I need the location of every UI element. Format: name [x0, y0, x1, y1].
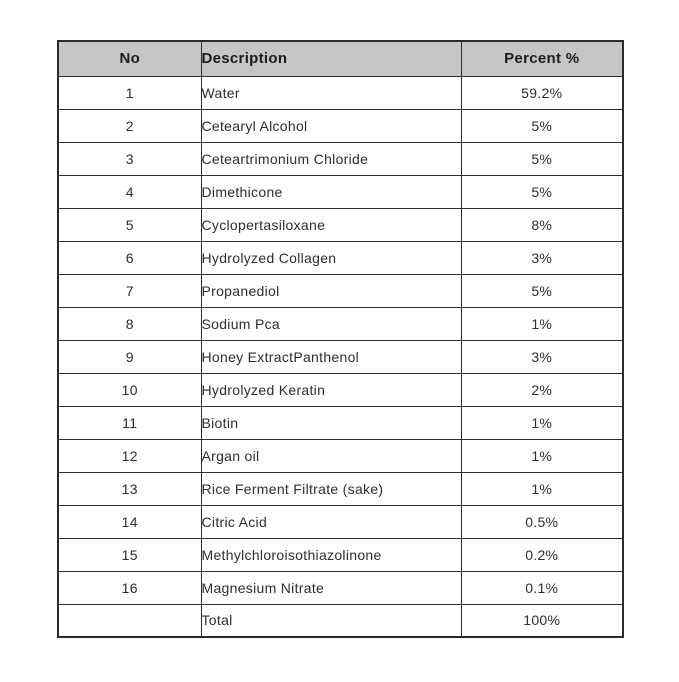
cell-description: Magnesium Nitrate — [201, 571, 461, 604]
cell-percent: 5% — [461, 109, 623, 142]
cell-percent: 1% — [461, 439, 623, 472]
cell-percent: 5% — [461, 175, 623, 208]
table-row — [58, 142, 623, 175]
cell-description: Rice Ferment Filtrate (sake) — [201, 472, 461, 505]
cell-description: Cyclopertasiloxane — [201, 208, 461, 241]
cell-percent: 1% — [461, 472, 623, 505]
cell-no: 5 — [58, 208, 201, 241]
cell-description: Total — [201, 604, 461, 637]
table-row — [58, 175, 623, 208]
cell-percent: 0.5% — [461, 505, 623, 538]
cell-description: Argan oil — [201, 439, 461, 472]
cell-description: Biotin — [201, 406, 461, 439]
cell-percent: 0.1% — [461, 571, 623, 604]
table-row — [58, 241, 623, 274]
cell-percent: 1% — [461, 406, 623, 439]
ingredients-table — [57, 40, 624, 638]
cell-description: Water — [201, 76, 461, 109]
cell-description: Sodium Pca — [201, 307, 461, 340]
cell-no: 1 — [58, 76, 201, 109]
cell-no: 8 — [58, 307, 201, 340]
cell-description: Propanediol — [201, 274, 461, 307]
cell-percent: 2% — [461, 373, 623, 406]
table-row — [58, 571, 623, 604]
table-header — [58, 41, 623, 76]
header-row — [58, 41, 623, 76]
cell-no — [58, 604, 201, 637]
table-row — [58, 109, 623, 142]
cell-percent: 3% — [461, 241, 623, 274]
cell-percent: 100% — [461, 604, 623, 637]
table-row — [58, 505, 623, 538]
cell-no: 2 — [58, 109, 201, 142]
cell-description: Ceteartrimonium Chloride — [201, 142, 461, 175]
cell-no: 16 — [58, 571, 201, 604]
cell-no: 4 — [58, 175, 201, 208]
cell-percent: 59.2% — [461, 76, 623, 109]
cell-description: Honey ExtractPanthenol — [201, 340, 461, 373]
table-row — [58, 439, 623, 472]
table-body — [58, 76, 623, 637]
cell-description: Dimethicone — [201, 175, 461, 208]
cell-no: 7 — [58, 274, 201, 307]
cell-percent: 1% — [461, 307, 623, 340]
table-row — [58, 472, 623, 505]
cell-percent: 8% — [461, 208, 623, 241]
cell-percent: 5% — [461, 142, 623, 175]
table-row — [58, 208, 623, 241]
cell-no: 3 — [58, 142, 201, 175]
cell-description: Hydrolyzed Keratin — [201, 373, 461, 406]
table-row — [58, 340, 623, 373]
table-row — [58, 538, 623, 571]
cell-no: 10 — [58, 373, 201, 406]
cell-percent: 0.2% — [461, 538, 623, 571]
table-row — [58, 274, 623, 307]
total-row — [58, 604, 623, 637]
table-row — [58, 373, 623, 406]
cell-no: 14 — [58, 505, 201, 538]
table-row — [58, 307, 623, 340]
cell-no: 11 — [58, 406, 201, 439]
header-percent: Percent % — [461, 41, 623, 76]
cell-description: Cetearyl Alcohol — [201, 109, 461, 142]
cell-no: 15 — [58, 538, 201, 571]
cell-percent: 5% — [461, 274, 623, 307]
cell-description: Hydrolyzed Collagen — [201, 241, 461, 274]
cell-no: 6 — [58, 241, 201, 274]
cell-no: 12 — [58, 439, 201, 472]
cell-percent: 3% — [461, 340, 623, 373]
cell-description: Methylchloroisothiazolinone — [201, 538, 461, 571]
table-row — [58, 76, 623, 109]
header-no: No — [58, 41, 201, 76]
header-description: Description — [201, 41, 461, 76]
table-row — [58, 406, 623, 439]
cell-no: 9 — [58, 340, 201, 373]
cell-description: Citric Acid — [201, 505, 461, 538]
cell-no: 13 — [58, 472, 201, 505]
